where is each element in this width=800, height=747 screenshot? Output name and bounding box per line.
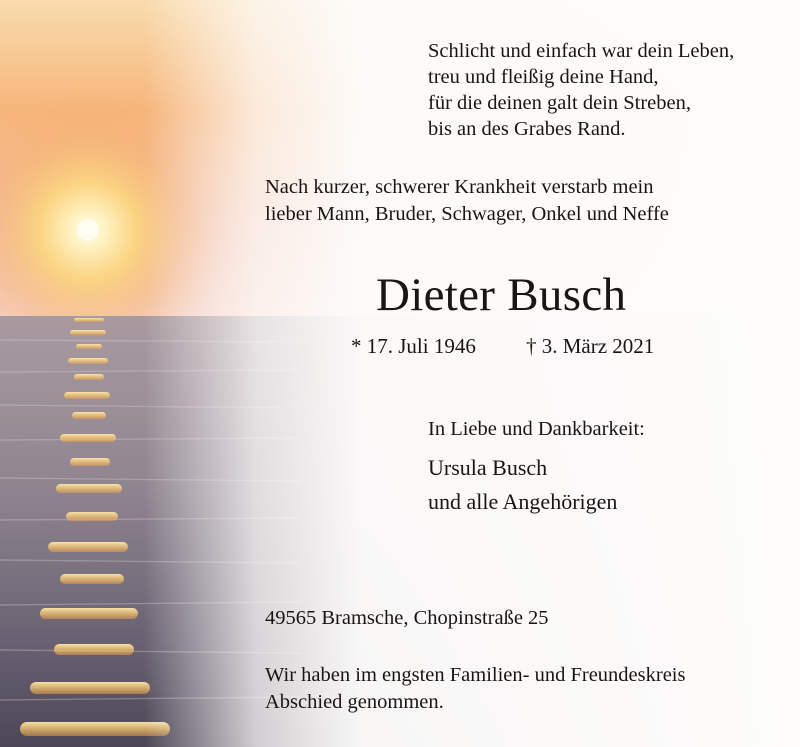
closing-line: Abschied genommen. — [265, 691, 444, 713]
mourner-name: und alle Angehörigen — [428, 489, 618, 514]
announcement-line: Nach kurzer, schwerer Krankheit verstarb mein — [265, 176, 654, 198]
deceased-name: Dieter Busch — [376, 269, 627, 321]
poem-line: treu und fleißig deine Hand, — [428, 66, 659, 88]
mourners-intro: In Liebe und Dankbarkeit: — [428, 418, 645, 440]
birth-date: * 17. Juli 1946 — [351, 334, 476, 358]
address: 49565 Bramsche, Chopinstraße 25 — [265, 607, 549, 629]
announcement-line: lieber Mann, Bruder, Schwager, Onkel und Neffe — [265, 203, 669, 225]
poem-line: für die deinen galt dein Streben, — [428, 92, 691, 114]
poem-line: Schlicht und einfach war dein Leben, — [428, 40, 735, 62]
mourner-name: Ursula Busch — [428, 455, 548, 480]
death-date: † 3. März 2021 — [526, 334, 655, 358]
closing-line: Wir haben im engsten Familien- und Freundeskreis — [265, 664, 686, 686]
poem-line: bis an des Grabes Rand. — [428, 118, 626, 140]
